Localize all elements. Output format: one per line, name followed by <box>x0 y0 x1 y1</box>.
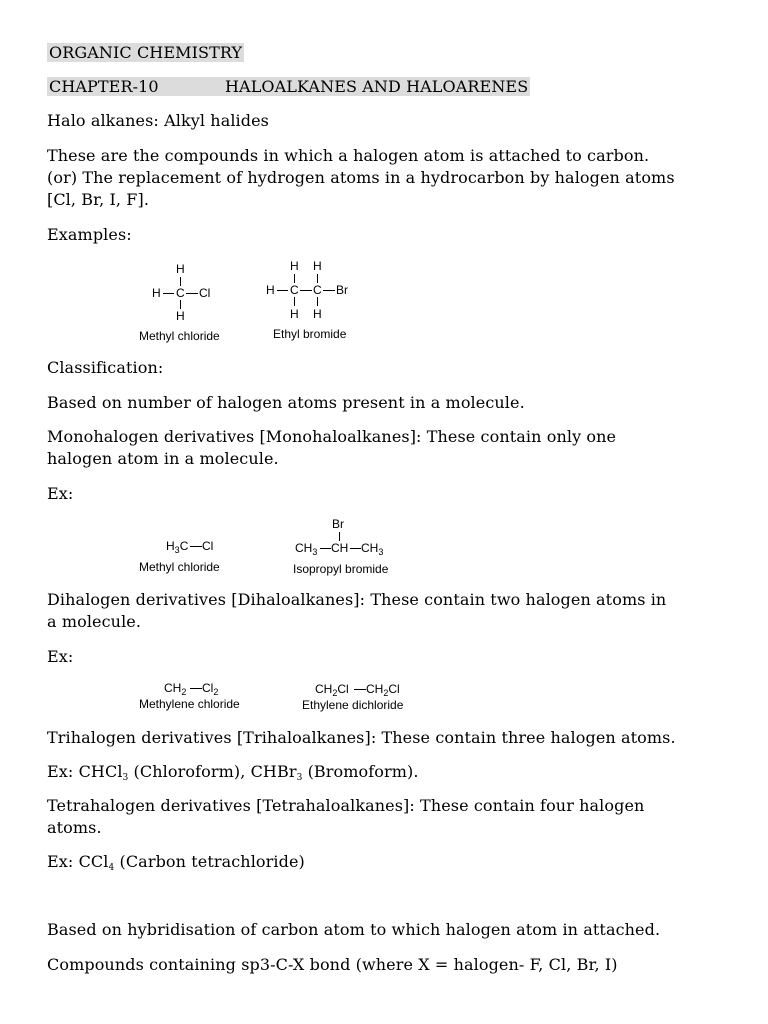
tetra-example-sub: 4 <box>108 863 115 873</box>
basis-hybridisation-line: Based on hybridisation of carbon atom to which halogen atom in attached. <box>47 920 661 939</box>
bond <box>180 277 181 286</box>
bond <box>163 293 174 294</box>
atom-h: H <box>176 309 185 323</box>
basis-number-line: Based on number of halogen atoms present in a molecule. <box>47 393 525 412</box>
tri-line: Trihalogen derivatives [Trihaloalkanes]: These contain three halogen atoms. <box>47 728 676 747</box>
methyl-chloride-caption: Methyl chloride <box>139 329 220 343</box>
subject-heading-text: ORGANIC CHEMISTRY <box>49 43 243 62</box>
formula-ch2cl: $CH_2Cl$ <box>366 682 400 698</box>
atom-h: H <box>290 307 299 321</box>
chapter-number: CHAPTER-10 <box>49 77 159 96</box>
formula-h3c: $H_3C$ <box>166 539 189 555</box>
bond <box>277 290 288 291</box>
sp3-line: Compounds containing sp3-C-X bond (where X = halogen- F, Cl, Br, I) <box>47 955 618 974</box>
bond <box>180 300 181 309</box>
bond <box>190 546 202 547</box>
intro-line: Halo alkanes: Alkyl halides <box>47 111 269 130</box>
bond <box>294 297 295 306</box>
formula-ch2: $CH_2$ <box>164 681 187 697</box>
bond <box>300 290 312 291</box>
examples-label: Examples: <box>47 225 132 244</box>
tri-example-sub-1: 3 <box>122 773 129 783</box>
atom-h: H <box>313 307 322 321</box>
atom-h: H <box>152 286 161 300</box>
tetra-example-prefix: Ex: CCl <box>47 852 109 871</box>
chapter-heading <box>47 76 530 98</box>
atom-h: H <box>176 262 185 276</box>
tri-example-prefix: Ex: CHCl <box>47 762 123 781</box>
tri-example-suffix: (Bromoform). <box>302 762 419 781</box>
bond <box>339 532 340 541</box>
mono-line-1: Monohalogen derivatives [Monohaloalkanes]: These contain only one <box>47 427 617 446</box>
atom-c: C <box>313 283 322 297</box>
definition-line-2: (or) The replacement of hydrogen atoms in a hydrocarbon by halogen atoms <box>47 168 675 187</box>
mono-example-2-caption: Isopropyl bromide <box>293 562 389 576</box>
di-example-2-caption: Ethylene dichloride <box>302 698 404 712</box>
formula-ch3: $CH_3$ <box>295 541 318 557</box>
bond <box>294 274 295 283</box>
di-line-2: a molecule. <box>47 612 142 631</box>
atom-c: C <box>176 286 185 300</box>
bond <box>317 274 318 283</box>
atom-h: H <box>313 259 322 273</box>
bond <box>350 548 361 549</box>
ethyl-bromide-caption: Ethyl bromide <box>273 327 347 341</box>
bond <box>190 688 202 689</box>
formula-ch2cl: $CH_2Cl$ <box>315 682 349 698</box>
tri-example-sub-2: 3 <box>296 773 303 783</box>
ex-label: Ex: <box>47 647 74 666</box>
tetra-example-line <box>47 851 305 879</box>
tri-example-line <box>47 761 419 789</box>
mono-example-1-caption: Methyl chloride <box>139 560 220 574</box>
definition-line-3: [Cl, Br, I, F]. <box>47 190 150 209</box>
atom-c: C <box>290 283 299 297</box>
mono-line-2: halogen atom in a molecule. <box>47 449 279 468</box>
chapter-title: HALOALKANES AND HALOARENES <box>225 77 529 96</box>
atom-cl: Cl <box>199 286 211 300</box>
subject-heading <box>47 42 244 64</box>
chapter-heading-highlight <box>47 77 530 96</box>
classification-label: Classification: <box>47 358 164 377</box>
bond <box>186 293 198 294</box>
di-example-1-caption: Methylene chloride <box>139 697 240 711</box>
di-line-1: Dihalogen derivatives [Dihaloalkanes]: These contain two halogen atoms in <box>47 590 667 609</box>
tetra-line-2: atoms. <box>47 818 102 837</box>
tetra-example-suffix: (Carbon tetrachloride) <box>114 852 305 871</box>
ex-label: Ex: <box>47 484 74 503</box>
formula-ch: CH <box>331 541 349 555</box>
tetra-line-1: Tetrahalogen derivatives [Tetrahaloalkanes]: These contain four halogen <box>47 796 645 815</box>
bond <box>317 297 318 306</box>
atom-br: Br <box>336 283 348 297</box>
tri-example-mid: (Chloroform), CHBr <box>128 762 297 781</box>
atom-br: Br <box>332 517 344 531</box>
formula-ch3: $CH_3$ <box>361 541 384 557</box>
bond <box>320 548 331 549</box>
bond <box>354 689 366 690</box>
definition-line-1: These are the compounds in which a halogen atom is attached to carbon. <box>47 146 650 165</box>
bond <box>323 290 335 291</box>
atom-cl: Cl <box>202 539 214 553</box>
formula-cl2: $Cl_2$ <box>202 681 219 697</box>
atom-h: H <box>266 283 275 297</box>
atom-h: H <box>290 259 299 273</box>
